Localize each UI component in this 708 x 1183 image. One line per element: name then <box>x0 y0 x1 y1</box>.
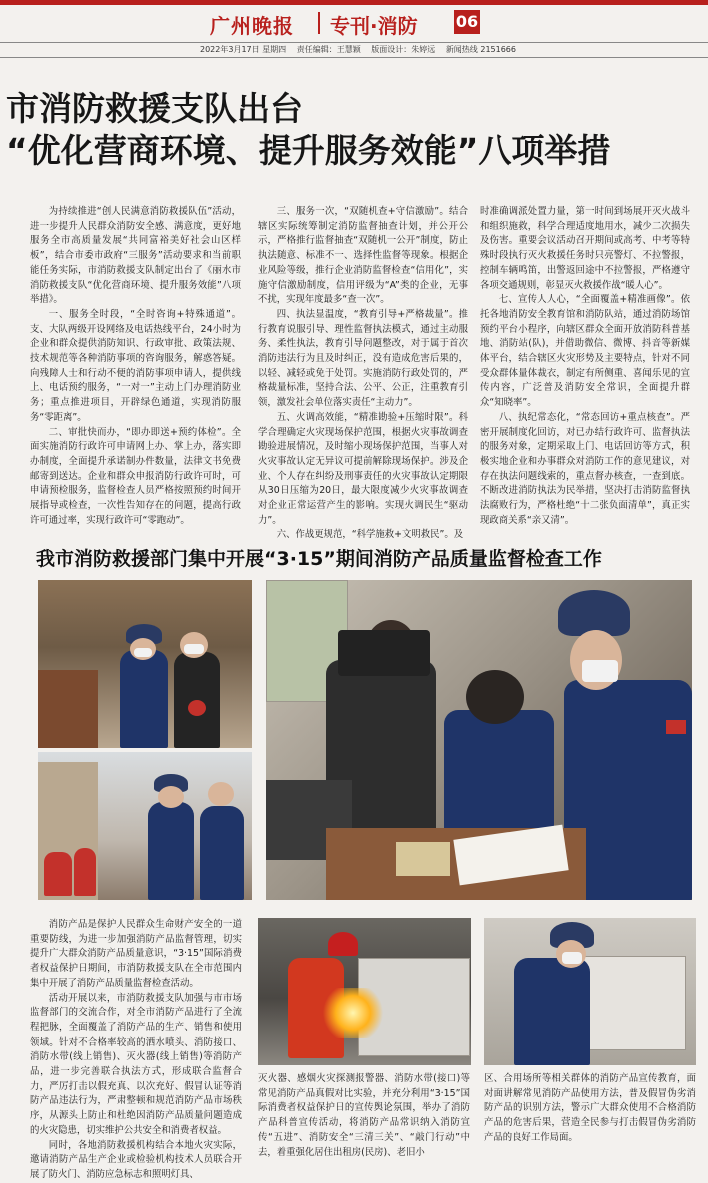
article-1-column-1 <box>30 205 241 526</box>
section-title: 专刊·消防 <box>330 14 418 38</box>
mask-shape <box>184 644 204 654</box>
hair-shape <box>466 670 524 724</box>
mask-shape <box>582 660 618 682</box>
paragraph: 六、作战更规范，“科学施救+文明救民”。及 <box>276 529 464 541</box>
article-2-column-3 <box>484 1072 696 1162</box>
product-box-shape <box>396 842 450 876</box>
article-2-column-1 <box>30 918 242 1180</box>
firefighter-figure <box>148 802 194 900</box>
photo-inspection-warehouse <box>38 580 252 748</box>
photo-extinguisher-check <box>38 752 252 900</box>
editor-credit: 责任编辑：王慧颖 <box>296 45 361 54</box>
paragraph: 区、合用场所等相关群体的消防产品宣传教育，面对面讲解常见消防产品使用方法，普及假冒伪劣消防产品的识别方法，警示广大群众使用不合格消防产品的危害后果，营造全民参与打击假冒伪劣消防产品的良好工作局面。 <box>484 1073 696 1143</box>
paragraph: 七、宣传人人心，“全面覆盖+精准画像”。依托各地消防安全教育馆和消防队站，通过消防场馆预约平台小程序，向辖区群众全面开放消防科普基地、消防站(队)，并借助微信、微博、抖音等新媒体平台，结合辖区火灾形势及主要特点，针对不同受众群体量体裁衣，制定有所侧重、喜闻乐见的宣传内容，广泛普及消防安全常识，全面提升群众“知晓率”。 <box>480 294 690 409</box>
firefighter-figure <box>200 806 244 900</box>
article-1-column-2 <box>258 205 468 541</box>
issue-meta-line <box>0 42 708 58</box>
photo-fire-door-test <box>258 918 471 1065</box>
firefighter-figure <box>120 650 168 748</box>
article-2-column-2 <box>258 1072 470 1162</box>
paragraph: 五、火调高效能，“精准勘验+压缩时限”。科学合理确定火灾现场保护范围，根据火灾事故调查勘验进展情况，及时缩小现场保护范围，当事人对火灾事故认定无异议可提前解除现场保护。涉及企业、个人存在纠纷及刑事责任的火灾事故认定期限从30日压缩为20日，最大限度减少火灾事故调查对企业正常运营产生的影响。实现火调民生“驱动力”。 <box>258 411 468 526</box>
shelf-shape <box>38 670 98 748</box>
article-2-headline: 我市消防救援部门集中开展“3·15”期间消防产品质量监督检查工作 <box>36 548 602 570</box>
firefighter-figure <box>514 958 590 1065</box>
paragraph: 灭火器、感烟火灾探测报警器、消防水带(接口)等常见消防产品真假对比实验，并充分利用“3·15”国际消费者权益保护日的宣传舆论氛围，举办了消防产品科普宣传活动，将消防产品常识纳入消防宣传“五进”、消防安全“三清三关”、“敲门行动”中去，着重强化居住出租房(民房)、老旧小 <box>258 1073 470 1158</box>
mask-shape <box>134 648 152 657</box>
shoulder-badge-shape <box>666 720 686 734</box>
product-sample-shape <box>188 700 206 716</box>
newspaper-logo: 广州晚报 <box>210 14 294 38</box>
sparks-shape <box>318 988 388 1038</box>
paragraph: 三、服务一次，“双随机查+守信激励”。结合辖区实际统筹制定消防监督抽查计划，并公开公示，严格推行监督抽查“双随机一公开”制度，防止执法随意、标准不一、选择性监督等现象。根据企业风险等级，推行企业消防监督检查“信用化”，实施守信激励制度，信用评级为“A”类的企业，无事不扰，实现年度最多“查一次”。 <box>258 206 468 306</box>
face-shape <box>158 786 184 808</box>
paragraph: 活动开展以来，市消防救援支队加强与市市场监督部门的交流合作，对全市消防产品进行了全流程把脉，全面覆盖了消防产品的生产、销售和使用领域。针对不合格率较高的洒水喷头、消防接口、消防水带(线上销售)、灭火器(线上销售)等消防产品，进一步完善联合执法方式，形成联合监督合力，严厉打击以假充真、以次充好、假冒认证等消防产品违法行为，严肃整顿和规范消防产品市场秩序，从源头上防止和杜绝因消防产品质量问题造成的火灾隐患，切实维护公共安全和消费者权益。 <box>30 992 242 1136</box>
headline-line-1: 市消防救援支队出台 <box>6 89 303 128</box>
paragraph: 四、执法显温度，“教育引导+严格裁量”。推行教育说服引导、理性监督执法模式，通过主动服务、柔性执法，教育引导问题整改，对于属于首次消防违法行为且及时纠正，没有造成危害后果的，以轻、减轻或免于处罚。实施消防行政处罚的，严格裁量标准，坚持合法、公平、公正，注重教育引领，激发社会单位落实责任“主动力”。 <box>258 308 468 409</box>
designer-credit: 版面设计：朱婷远 <box>371 45 436 54</box>
masthead <box>0 0 708 40</box>
headline-line-2: “优化营商环境、提升服务效能”八项举措 <box>6 131 611 170</box>
paragraph: 二、审批快而办，“即办即送+预约体检”。全面实施消防行政许可申请网上办、掌上办，落实即办制度，全面提升承诺制办件数量，法律文书免费邮寄到送达。企业和群众申报消防行政许可时，可申请预检服务，监督检查人员严格按照预约时间开展指导或检查，一次性告知存在的问题，提高行政许可通过率，实现行政许可“零跑动”。 <box>30 426 241 526</box>
paragraph: 八、执纪常态化，“常态回访+重点核查”。严密开展制度化回访，对已办结行政许可、监督执法的服务对象，定期采取上门、电话回访等方式，积极实地企业和办事群众对消防工作的意见建议，对存在执法问题线索的，重点督办核查，一查到底。不断改进消防执法为民举措，坚决打击消防监督执法腐败行为，严格杜绝“十二张负面清单”，真正实现政商关系“亲又清”。 <box>480 411 690 526</box>
paragraph: 消防产品是保护人民群众生命财产安全的一道重要防线，为进一步加强消防产品监督管理，切实提升广大群众消防产品质量意识，“3·15”国际消费者权益保护日期间，市消防救援支队在全市范围内集中开展了消防产品质量监督检查活动。 <box>30 919 242 989</box>
paragraph: 一、服务全时段，“全时咨询+特殊通道”。支、大队两级开设网络及电话热线平台，24小时为企业和群众提供消防知识、行政审批、政策法规、技术规范等各种消防事项的咨询服务，解惑答疑。向残障人士和行动不便的消防事项申请人，提供线上、电话预约服务，“一对一”主动上门办理消防业务；重点推进项目，开辟绿色通道，实现消防服务“零距离”。 <box>30 308 241 423</box>
photo-product-inspection-main <box>266 580 692 900</box>
main-headline <box>6 88 706 172</box>
mask-shape <box>562 952 582 964</box>
article-1-column-3 <box>480 205 690 526</box>
paragraph: 时准确调派处置力量，第一时间到场展开灭火战斗和组织施救，科学合理适度地用水，减少二次损失及伤害。重要会议活动召开期间或高考、中考等特殊时段执行灭火救援任务时只亮警灯、不拉警报，控制车辆鸣笛，出警返回途中不拉警报，严格遵守各项交通规则，彰显灭火救援作战“暖人心”。 <box>480 206 690 291</box>
helmet-shape <box>328 932 358 956</box>
face-shape <box>208 782 234 806</box>
news-hotline: 新闻热线 2151666 <box>445 45 516 54</box>
fire-extinguisher-shape <box>44 852 72 896</box>
issue-date: 2022年3月17日 星期四 <box>200 45 287 54</box>
photo-door-inspection <box>484 918 696 1065</box>
masthead-divider <box>318 12 320 34</box>
video-camera-shape <box>338 630 430 676</box>
paragraph: 同时，各地消防救援机构结合本地火灾实际，邀请消防产品生产企业或检验机构技术人员联合开展了防火门、消防应急标志和照明灯具、 <box>30 1139 242 1180</box>
fire-extinguisher-shape <box>74 848 96 896</box>
paragraph: 为持续推进“创人民满意消防救援队伍”活动，进一步提升人民群众消防安全感、满意度，更好地服务全市高质量发展“共同富裕美好社会山区样板”，结合市委市政府“三服务”活动要求和当前职能任务实际，市消防救援支队制定出台了《丽水市消防救援支队“优化营商环境、提升服务效能”八项举措》。 <box>30 206 241 306</box>
page-number-badge: 06 <box>454 10 480 34</box>
masthead-top-bar <box>0 0 708 5</box>
fire-door-panel-shape <box>574 956 686 1050</box>
